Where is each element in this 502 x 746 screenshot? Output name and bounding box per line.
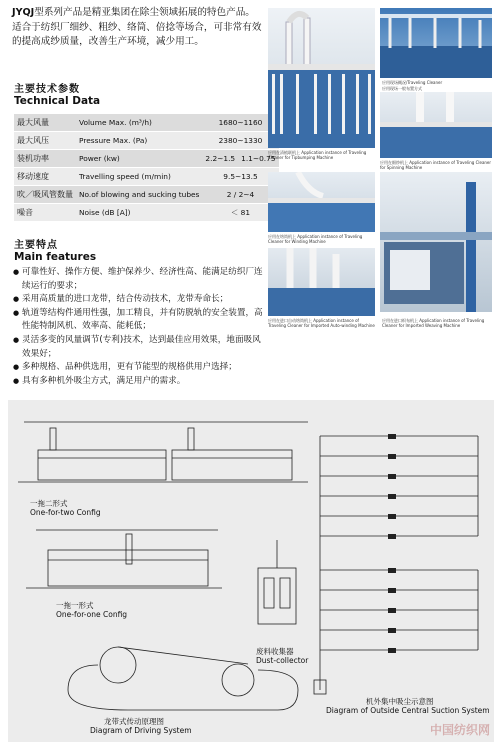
photo-winding-machine xyxy=(268,172,375,232)
row-label-cn: 噪音 xyxy=(14,204,76,222)
label-drive-cn: 龙带式传动原理图 xyxy=(104,717,164,726)
photo-caption: 应用在清梳联机上 Application instance of Traveling Cleaner for Tipbumping Machine xyxy=(268,150,367,160)
diagram-drawing xyxy=(8,400,494,742)
label-one-for-two-en: One-for-two Config xyxy=(30,508,101,517)
features-heading-cn: 主要特点 xyxy=(14,240,58,251)
tech-heading-cn: 主要技术参数 xyxy=(14,84,80,95)
row-label-en: Pressure Max. (Pa) xyxy=(76,132,202,150)
photo-weaving-machine xyxy=(380,172,492,312)
row-value: 2 / 2~4 xyxy=(202,186,278,204)
row-label-en: Travelling speed (m/min) xyxy=(76,168,202,186)
row-value: 9.5~13.5 xyxy=(202,168,278,186)
list-item: ● 具有多种机外吸尘方式，满足用户的需求。 xyxy=(13,375,263,389)
label-dust-cn: 废料收集器 xyxy=(256,647,294,656)
label-one-for-two-cn: 一拖二形式 xyxy=(30,499,68,508)
row-value: ＜ 81 xyxy=(202,204,278,222)
photo-mill-overview xyxy=(380,8,492,78)
list-item: ● 轨道等结构件通用性强，加工精良，并有防脱轨的安全装置，高性能特制风机、效率高、能耗低； xyxy=(13,307,263,334)
photo-caption: 应用现场概况/Traveling Cleaner xyxy=(382,80,443,85)
model-name: JYQJ xyxy=(12,7,35,18)
row-value-2: 1.1~0.75 xyxy=(238,150,278,168)
label-one-for-one-en: One-for-one Config xyxy=(56,610,128,619)
photo-caption: 应用在细纱机上 Application instance of Traveling Cleaner for Spinning Machine xyxy=(380,160,492,170)
photo-caption: 应用现场一般布置方式 xyxy=(382,86,422,91)
label-one-for-one-cn: 一拖一形式 xyxy=(56,601,94,610)
diagram-panel xyxy=(8,400,494,742)
table-row xyxy=(14,132,279,150)
tech-heading-en: Technical Data xyxy=(14,95,101,107)
table-row xyxy=(14,114,279,132)
list-item: ● 采用高质量的进口龙带，结合传动技术，龙带寿命长； xyxy=(13,293,263,307)
row-label-en: No.of blowing and sucking tubes xyxy=(76,186,202,204)
table-row xyxy=(14,150,279,168)
intro-text: 型系列产品是精亚集团在除尘领域拓展的特色产品。适合于纺织厂细纱、粗纱、络筒、倍捻等场合，可非常有效的提高成纱质量，改善生产环境，减少用工。 xyxy=(12,7,262,47)
row-label-cn: 最大风压 xyxy=(14,132,76,150)
table-row xyxy=(14,168,279,186)
photo-spinning-machine xyxy=(380,92,492,158)
features-heading-en: Main features xyxy=(14,251,97,263)
label-suction-en: Diagram of Outside Central Suction System xyxy=(326,706,490,715)
photo-spinning-frame xyxy=(268,8,375,148)
row-label-en: Volume Max. (m³/h) xyxy=(76,114,202,132)
tech-table xyxy=(14,114,279,222)
row-value: 2.2~1.5 xyxy=(202,150,238,168)
row-label-cn: 最大风量 xyxy=(14,114,76,132)
features-list xyxy=(13,266,263,388)
row-label-cn: 吹／吸风管数量 xyxy=(14,186,76,204)
label-drive-en: Diagram of Driving System xyxy=(90,726,192,735)
photo-caption: 应用在进口自动络筒机上 Application instance of Traveling Cleaner for Imported Auto-winding Machine xyxy=(268,318,375,328)
row-value: 2380~1330 xyxy=(202,132,278,150)
photo-caption: 应用在进口织布机上 Application instance of Traveling Cleaner for Imported Weaving Machine xyxy=(382,318,485,328)
list-item: ● 多种规格、品种供选用，更有节能型的规格供用户选择； xyxy=(13,361,263,375)
intro-paragraph xyxy=(12,6,262,50)
list-item: ● 灵活多变的风量调节(专利)技术，达到最佳应用效果，地面吸风效果好； xyxy=(13,334,263,361)
photo-caption: 应用在络筒机上 Application instance of Traveling Cleaner for Winding Machine xyxy=(268,234,363,244)
row-label-cn: 移动速度 xyxy=(14,168,76,186)
row-label-en: Noise (dB [A]) xyxy=(76,204,202,222)
table-row xyxy=(14,186,279,204)
photo-auto-winding xyxy=(268,248,375,316)
row-label-cn: 装机功率 xyxy=(14,150,76,168)
label-suction-cn: 机外集中吸尘示意图 xyxy=(366,697,434,706)
row-value: 1680~1160 xyxy=(202,114,278,132)
table-row xyxy=(14,204,279,222)
watermark: 中国纺织网 xyxy=(429,723,490,737)
row-label-en: Power (kw) xyxy=(76,150,202,168)
list-item: ● 可靠性好、操作方便、维护保养少、经济性高、能满足纺织厂连续运行的要求； xyxy=(13,266,263,293)
label-dust-en: Dust-collector xyxy=(256,656,309,665)
